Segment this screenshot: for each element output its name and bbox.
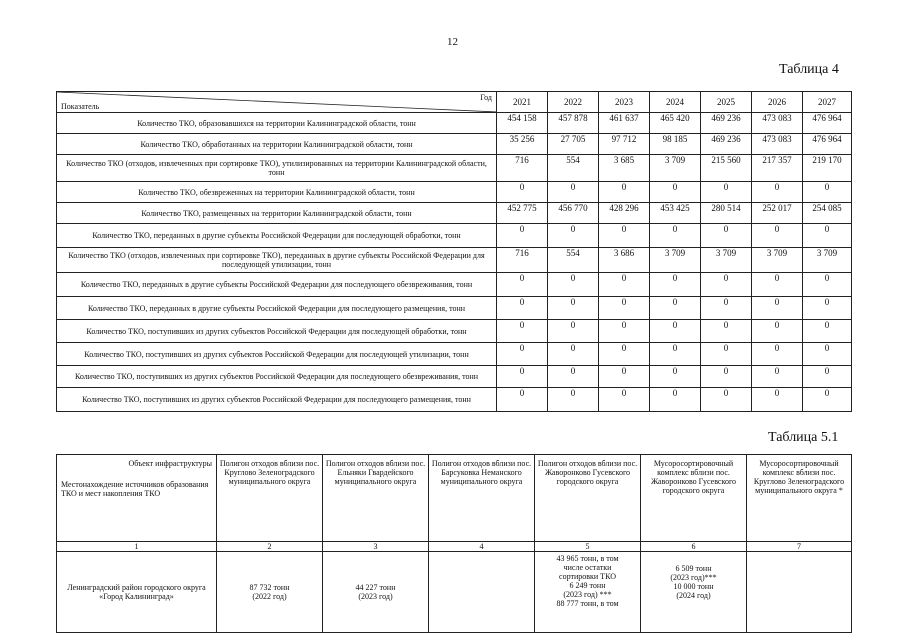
facility-header: Полигон отходов вблизи пос. Круглово Зеленоградского муниципального округа [217, 455, 323, 542]
volume-cell [747, 552, 852, 633]
indicator-label: Количество ТКО, поступивших из других субъектов Российской Федерации для последующего обезвреживания, тонн [57, 366, 497, 388]
facility-header: Полигон отходов вблизи пос. Барсуковка Неманского муниципального округа [429, 455, 535, 542]
year-value: 0 [650, 224, 701, 248]
facility-header: Мусоросортировочный комплекс вблизи пос. Жаворонково Гусевского городского округа [641, 455, 747, 542]
year-value: 0 [752, 320, 803, 343]
year-value: 0 [752, 388, 803, 412]
year-value: 0 [599, 343, 650, 366]
year-value: 217 357 [752, 155, 803, 182]
year-value: 0 [650, 273, 701, 297]
table-4-row [57, 224, 852, 248]
facility-header: Полигон отходов вблизи пос. Ельняки Гвардейского муниципального округа [323, 455, 429, 542]
header-year-label: Год [480, 93, 492, 102]
year-value: 0 [803, 224, 852, 248]
indicator-label: Количество ТКО (отходов, извлеченных при сортировке ТКО), утилизированных на территории Калининградской области, тонн [57, 155, 497, 182]
year-value: 0 [752, 182, 803, 203]
year-value: 0 [599, 182, 650, 203]
volume-line: (2023 год) [358, 592, 393, 601]
year-value: 0 [599, 224, 650, 248]
year-value: 716 [497, 155, 548, 182]
table-5-1 [56, 454, 852, 633]
year-value: 219 170 [803, 155, 852, 182]
table-4-row [57, 320, 852, 343]
indicator-label: Количество ТКО, поступивших из других субъектов Российской Федерации для последующего размещения, тонн [57, 388, 497, 412]
table-4-header-row [57, 92, 852, 113]
indicator-label: Количество ТКО, обработанных на территории Калининградской области, тонн [57, 134, 497, 155]
table-5-1-caption: Таблица 5.1 [768, 430, 839, 445]
year-header: 2025 [701, 92, 752, 113]
year-value: 469 236 [701, 134, 752, 155]
table-4-row [57, 273, 852, 297]
location-cell: Ленинградский район городского округа «Город Калининград» [57, 552, 217, 633]
column-number: 3 [323, 542, 429, 552]
table-4-header-diagonal-cell [57, 92, 497, 113]
year-value: 461 637 [599, 113, 650, 134]
year-value: 0 [701, 297, 752, 320]
year-value: 0 [599, 320, 650, 343]
table-4-caption: Таблица 4 [779, 62, 839, 77]
year-value: 716 [497, 248, 548, 273]
year-value: 0 [599, 388, 650, 412]
year-header: 2026 [752, 92, 803, 113]
year-value: 0 [497, 273, 548, 297]
year-header: 2023 [599, 92, 650, 113]
year-value: 97 712 [599, 134, 650, 155]
year-value: 0 [803, 388, 852, 412]
year-value: 3 709 [650, 155, 701, 182]
year-value: 554 [548, 155, 599, 182]
year-value: 0 [752, 343, 803, 366]
year-header: 2027 [803, 92, 852, 113]
indicator-label: Количество ТКО, переданных в другие субъекты Российской Федерации для последующей обработки, тонн [57, 224, 497, 248]
volume-line: (2024 год) [676, 591, 711, 600]
indicator-label: Количество ТКО, поступивших из других субъектов Российской Федерации для последующей обработки, тонн [57, 320, 497, 343]
volume-line: 6 249 тонн [569, 581, 606, 590]
year-header: 2022 [548, 92, 599, 113]
year-value: 254 085 [803, 203, 852, 224]
year-value: 465 420 [650, 113, 701, 134]
volume-cell [217, 552, 323, 633]
header-location-label: Местонахождение источников образования ТКО и мест накопления ТКО [61, 480, 209, 498]
year-header: 2024 [650, 92, 701, 113]
year-value: 35 256 [497, 134, 548, 155]
year-value: 0 [752, 224, 803, 248]
volume-cell [641, 552, 747, 633]
column-number: 7 [747, 542, 852, 552]
indicator-label: Количество ТКО, переданных в другие субъекты Российской Федерации для последующего обезвреживания, тонн [57, 273, 497, 297]
column-number: 4 [429, 542, 535, 552]
table-4-row [57, 388, 852, 412]
year-value: 3 709 [701, 248, 752, 273]
indicator-label: Количество ТКО, поступивших из других субъектов Российской Федерации для последующей утилизации, тонн [57, 343, 497, 366]
year-value: 476 964 [803, 134, 852, 155]
facility-header: Мусоросортировочный комплекс вблизи пос. Круглово Зеленоградского муниципального округа * [747, 455, 852, 542]
table-5-1-data-row [57, 552, 852, 633]
year-value: 0 [599, 297, 650, 320]
year-value: 0 [650, 343, 701, 366]
table-4-row [57, 155, 852, 182]
table-4 [56, 91, 852, 412]
year-value: 476 964 [803, 113, 852, 134]
year-value: 428 296 [599, 203, 650, 224]
year-value: 469 236 [701, 113, 752, 134]
year-value: 0 [650, 297, 701, 320]
volume-cell [429, 552, 535, 633]
year-value: 0 [803, 273, 852, 297]
volume-cell [535, 552, 641, 633]
year-value: 0 [497, 343, 548, 366]
year-value: 0 [599, 273, 650, 297]
year-value: 0 [701, 273, 752, 297]
year-value: 554 [548, 248, 599, 273]
year-value: 473 083 [752, 113, 803, 134]
year-value: 452 775 [497, 203, 548, 224]
year-value: 0 [650, 388, 701, 412]
year-value: 0 [701, 320, 752, 343]
volume-line: 87 732 тонн [249, 583, 290, 592]
year-value: 3 685 [599, 155, 650, 182]
header-object-label: Объект инфраструктуры [128, 459, 212, 468]
volume-line: (2023 год) *** [563, 590, 612, 599]
year-value: 3 686 [599, 248, 650, 273]
indicator-label: Количество ТКО, размещенных на территории Калининградской области, тонн [57, 203, 497, 224]
year-value: 0 [752, 366, 803, 388]
year-value: 0 [548, 343, 599, 366]
table-4-row [57, 343, 852, 366]
facility-header: Полигон отходов вблизи пос. Жаворонково Гусевского городского округа [535, 455, 641, 542]
year-value: 0 [701, 182, 752, 203]
indicator-label: Количество ТКО, переданных в другие субъекты Российской Федерации для последующего размещения, тонн [57, 297, 497, 320]
year-value: 0 [548, 320, 599, 343]
table-4-row [57, 113, 852, 134]
table-4-row [57, 203, 852, 224]
table-4-row [57, 366, 852, 388]
header-indicator-label: Показатель [61, 102, 100, 111]
year-value: 0 [803, 182, 852, 203]
page-number: 12 [447, 36, 458, 48]
year-value: 0 [548, 224, 599, 248]
column-number: 2 [217, 542, 323, 552]
year-value: 0 [803, 366, 852, 388]
year-value: 453 425 [650, 203, 701, 224]
year-value: 27 705 [548, 134, 599, 155]
table-4-row [57, 297, 852, 320]
year-value: 0 [803, 297, 852, 320]
year-value: 0 [650, 182, 701, 203]
year-value: 0 [548, 273, 599, 297]
year-value: 0 [650, 366, 701, 388]
volume-line: сортировки ТКО [559, 572, 616, 581]
indicator-label: Количество ТКО, обезвреженных на территории Калининградской области, тонн [57, 182, 497, 203]
year-value: 0 [701, 388, 752, 412]
indicator-label: Количество ТКО, образовавшихся на территории Калининградской области, тонн [57, 113, 497, 134]
volume-line: (2022 год) [252, 592, 287, 601]
year-value: 0 [497, 182, 548, 203]
year-value: 0 [803, 343, 852, 366]
column-number: 5 [535, 542, 641, 552]
year-value: 0 [497, 320, 548, 343]
volume-line: 10 000 тонн [673, 582, 714, 591]
volume-line: 88 777 тонн, в том [556, 599, 619, 608]
year-value: 0 [497, 366, 548, 388]
table-4-row [57, 134, 852, 155]
volume-line: (2023 год)*** [670, 573, 717, 582]
year-value: 473 083 [752, 134, 803, 155]
year-value: 0 [752, 273, 803, 297]
diagonal-line [57, 92, 497, 112]
year-value: 457 878 [548, 113, 599, 134]
volume-line: 6 509 тонн [675, 564, 712, 573]
column-number: 6 [641, 542, 747, 552]
volume-line: 44 227 тонн [355, 583, 396, 592]
table-4-row [57, 248, 852, 273]
year-value: 0 [497, 297, 548, 320]
year-value: 0 [497, 224, 548, 248]
year-value: 0 [599, 366, 650, 388]
year-value: 0 [701, 343, 752, 366]
table-5-1-header-row [57, 455, 852, 542]
year-value: 0 [803, 320, 852, 343]
year-value: 0 [548, 182, 599, 203]
volume-line: 43 965 тонн, в том [556, 554, 619, 563]
year-value: 0 [548, 297, 599, 320]
table-4-row [57, 182, 852, 203]
year-value: 0 [548, 388, 599, 412]
year-value: 0 [497, 388, 548, 412]
year-value: 0 [701, 224, 752, 248]
volume-cell [323, 552, 429, 633]
volume-line: числе остатки [563, 563, 612, 572]
table-5-1-corner-cell [57, 455, 217, 542]
year-value: 0 [752, 297, 803, 320]
indicator-label: Количество ТКО (отходов, извлеченных при сортировке ТКО), переданных в другие субъекты Российской Федерации для последующей утилизации, тонн [57, 248, 497, 273]
year-value: 0 [650, 320, 701, 343]
year-header: 2021 [497, 92, 548, 113]
year-value: 280 514 [701, 203, 752, 224]
year-value: 0 [701, 366, 752, 388]
year-value: 454 158 [497, 113, 548, 134]
year-value: 98 185 [650, 134, 701, 155]
year-value: 0 [548, 366, 599, 388]
year-value: 215 560 [701, 155, 752, 182]
year-value: 3 709 [803, 248, 852, 273]
year-value: 3 709 [650, 248, 701, 273]
column-number: 1 [57, 542, 217, 552]
year-value: 456 770 [548, 203, 599, 224]
year-value: 252 017 [752, 203, 803, 224]
year-value: 3 709 [752, 248, 803, 273]
table-5-1-number-row [57, 542, 852, 552]
